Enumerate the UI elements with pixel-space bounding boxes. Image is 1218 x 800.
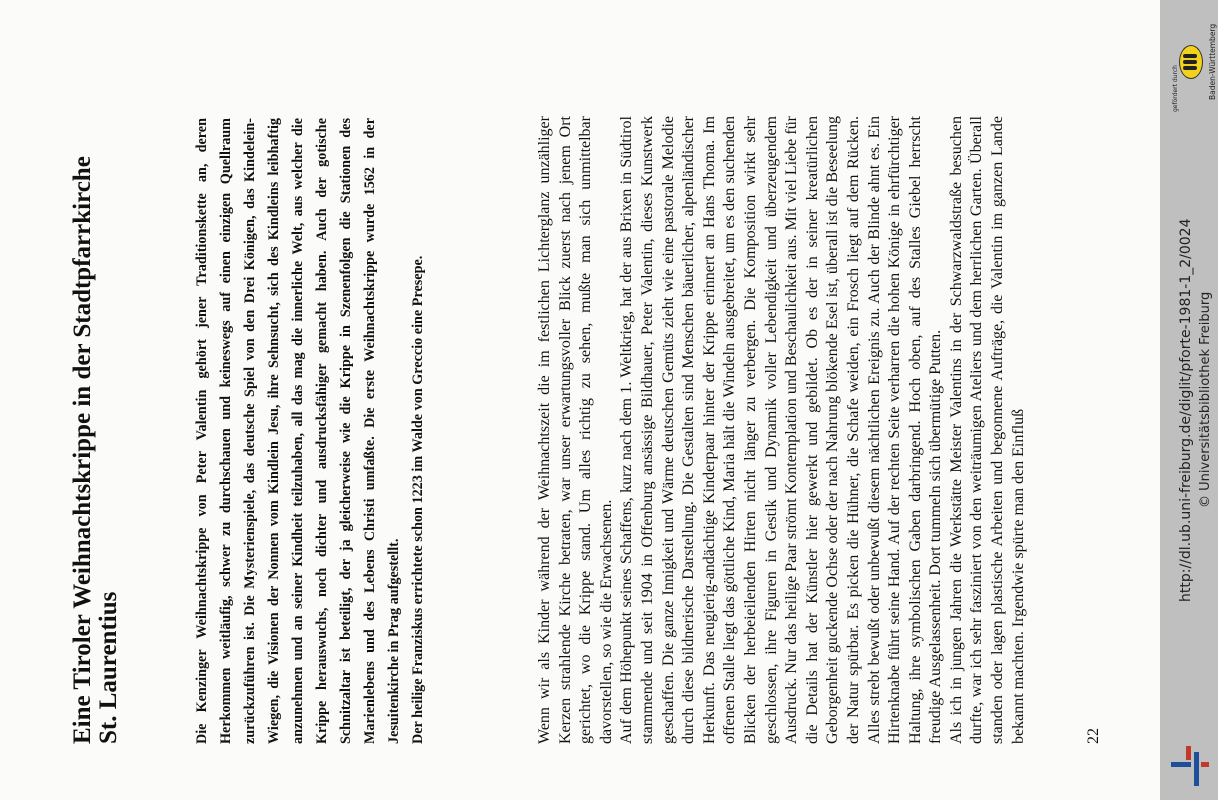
state-coat-of-arms-icon bbox=[1179, 45, 1203, 79]
body-paragraph: Als ich in jungen Jahren die Werkstätte Meister Valentins in der Schwarzwaldstraße besuchen durfte, war ich sehr fasziniert von den weiträumigen Ateliers und dem herrlichen Garten. Überall standen oder lagen plastische Arbeiten und begonnene Aufträge, die Valentin im ganzen Lande bekannt machten. Irgendwie spürte man den Einfluß bbox=[947, 116, 1027, 744]
body-paragraph: Auf dem Höhepunkt seines Schaffens, kurz nach dem 1. Weltkrieg, hat der aus Brixen in Südtirol stammende und seit 1904 in Offenburg ansässige Bildhauer, Peter Valentin, dieses Kunstwerk geschaffen. Die ganze Innigkeit und Wärme deutschen Gemüts zieht wie eine pastorale Melodie durch diese bildnerische Darstellung. Die Gestalten sind Menschen bäuerlicher, alpenländischer Herkunft. Das neugierig-andächtige Kinderpaar hinter der Krippe erinnert an Hans Thoma. Im offenen Stalle liegt das göttliche Kind, Maria hält die Windeln ausgebreitet, um es den suchenden Blicken der herbeieilenden Hirten nicht länger zu verbergen. Die Komposition wirkt sehr geschlossen, ihre Figuren in Gestik und Dynamik voller Lebendigkeit und überzeugendem Ausdruck. Nur das heilige Paar strömt Kontemplation und Beschaulichkeit aus. Mit viel Liebe für die Details hat der Künstler hier gewerkt und gebildet. Ob es der in seiner kreatürlichen Geborgenheit guckende Ochse oder der nach Nahrung blökende Esel ist, überall ist die Beseelung der Natur spürbar. Es picken die Hühner, die Schafe weiden, ein Frosch liegt auf dem Rücken. Alles strebt bewußt oder unbewußt diesem nächtlichen Ereignis zu. Auch der Blinde ahnt es. Ein Hirtenknabe führt seine Hand. Auf der rechten Seite verharren die hohen Könige in ehrfürchtiger Haltung, ihre symbolischen Gaben darbringend. Hoch oben, auf des Stalles Giebel herrscht freudige Ausgelassenheit. Dort tummeln sich übermütige Putten. bbox=[618, 116, 945, 744]
intro-paragraph: Die Kenzinger Weihnachtskrippe von Peter Valentin gehört jener Traditionskette an, deren Herkommen weitläufig, schwer zu durchschauen und keineswegs auf einen einzigen Quellraum zurückzuführen ist. Die Mysterienspiele, das deutsche Spiel von den Drei Königen, das Kindelein-Wiegen, die Visionen der Nonnen vom Kindlein Jesu, ihre Sehnsucht, sich des Kindleins leibhaftig anzunehmen und an seiner Kindheit teilzuhaben, all das mag die innerliche Welt, aus welcher die Krippe herauswuchs, noch dichter und ausdrucksfähiger gemacht haben. Auch der gotische Schnitzaltar ist beteiligt, der ja gleicherweise wie die Krippe in Szenenfolgen die Stationen des Marienlebens und des Lebens Christi umfaßte. Die erste Weihnachtskrippe wurde 1562 in der Jesuitenkirche in Prag aufgestellt. bbox=[194, 118, 402, 744]
source-url-link[interactable]: http://dl.ub.uni-freiburg.de/diglit/pforte-1981-1_2/0024 bbox=[1178, 218, 1194, 602]
intro-paragraph: Der heilige Franziskus errichtete schon 1223 im Walde von Greccio eine Presepe. bbox=[410, 255, 426, 744]
library-logo-icon bbox=[1168, 740, 1212, 788]
page-number: 22 bbox=[1085, 728, 1102, 744]
body-paragraph: Wenn wir als Kinder während der Weihnachtszeit die im festlichen Lichterglanz unzähliger Kerzen strahlende Kirche betraten, war unser erwartungsvoller Blick zuerst nach jenem Ort gerichtet, wo die Krippe stand. Um alles richtig zu sehen, mußte man sich unmittelbar davorstellen, so wie die Erwachsenen. bbox=[536, 116, 615, 744]
title-line-2: St. Laurentius bbox=[95, 591, 122, 744]
state-label: Baden-Württemberg bbox=[1208, 23, 1217, 100]
copyright-notice: © Universitätsbibliothek Freiburg bbox=[1198, 291, 1213, 508]
funder-label: gefördert durch bbox=[1172, 65, 1179, 112]
body-text bbox=[535, 116, 1029, 744]
page-title bbox=[70, 104, 122, 744]
title-line-1: Eine Tiroler Weihnachtskrippe in der Stadtpfarrkirche bbox=[69, 156, 96, 744]
intro-text bbox=[190, 118, 430, 744]
